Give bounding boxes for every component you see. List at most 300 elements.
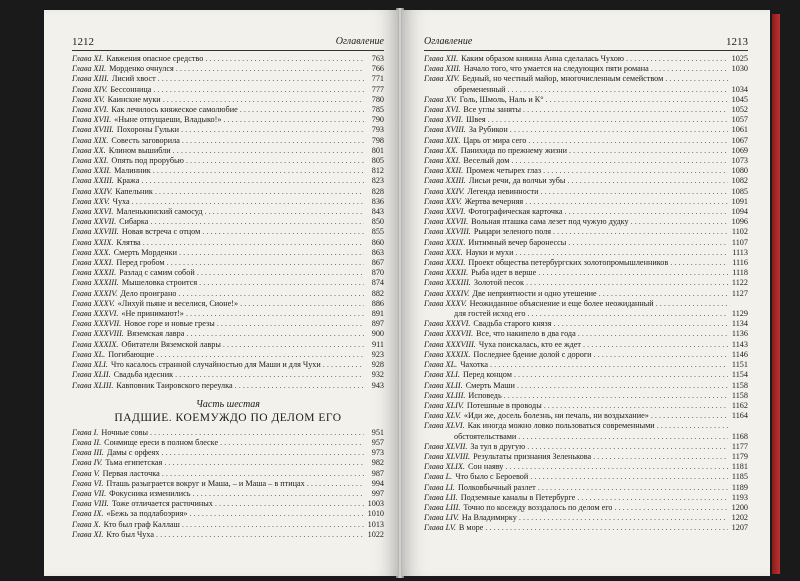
chapter-page: 1143	[731, 339, 748, 349]
toc-entry	[72, 319, 384, 329]
toc-entry	[424, 462, 748, 472]
toc-entry	[72, 458, 384, 468]
chapter-title-cont: обстоятельствами	[454, 431, 517, 441]
chapter-title: «Иди же, досель болезнь, ни печаль, ни воздыхание»	[463, 411, 649, 421]
leader-dots	[199, 278, 364, 288]
leader-dots	[215, 499, 364, 509]
chapter-page: 1136	[731, 329, 748, 339]
chapter-label: Глава LV.	[424, 523, 456, 533]
leader-dots	[217, 319, 364, 329]
chapter-label: Глава II.	[72, 437, 102, 447]
leader-dots	[523, 105, 728, 115]
chapter-title: Что было с Бероевой	[455, 472, 529, 482]
toc-entry	[424, 115, 748, 125]
toc-entry	[424, 176, 748, 186]
chapter-title: Царь от мира сего	[463, 135, 527, 145]
toc-entry	[424, 350, 748, 360]
toc-entry	[424, 125, 748, 135]
toc-entry	[72, 530, 384, 540]
toc-entry	[72, 136, 384, 146]
chapter-title: В море	[458, 523, 484, 533]
chapter-label: Глава LI.	[424, 482, 455, 492]
chapter-page: 1113	[732, 247, 748, 257]
chapter-title: «Ныне отпущаеши, Владыко!»	[114, 115, 222, 125]
toc-entry	[424, 166, 748, 176]
leader-dots	[651, 411, 728, 421]
chapter-title: Панихида по прежнему жизни	[460, 145, 567, 155]
chapter-title: Последнее бдение долой с дороги	[473, 349, 592, 359]
chapter-page: 1080	[731, 166, 748, 176]
chapter-label: Глава VIII.	[72, 499, 109, 509]
chapter-title: Потешные в проводы	[466, 400, 542, 410]
chapter-page: 1146	[731, 349, 748, 359]
leader-dots	[202, 227, 364, 237]
chapter-title: Как лечилось княжеское самолюбие	[111, 105, 238, 115]
chapter-page: 1052	[731, 105, 748, 115]
chapter-title: Неожиданное объяснение и еще более неожиданный	[469, 298, 654, 308]
chapter-label: Глава XXXV.	[424, 298, 467, 308]
toc-entry	[424, 146, 748, 156]
chapter-title: Промеж четырех глаз	[466, 166, 542, 176]
chapter-title: Лисьи речи, да волчьи зубы	[468, 176, 566, 186]
chapter-label: Глава XLVI.	[424, 421, 465, 431]
chapter-title: Рыцари зеленого поля	[473, 227, 552, 237]
chapter-title: Похороны Гульки	[116, 125, 179, 135]
chapter-page: 790	[371, 115, 384, 125]
chapter-page: 1085	[731, 186, 748, 196]
chapter-title: Голь, Шмоль, Наль и К°	[459, 94, 544, 104]
chapter-page: 1094	[731, 207, 748, 217]
left-page-header	[72, 36, 384, 51]
chapter-title: Бедный, но честный майор, многочисленным семейством	[462, 74, 664, 84]
toc-entry	[424, 299, 748, 309]
chapter-label: Глава XXXIV.	[424, 288, 470, 298]
chapter-page: 1179	[731, 451, 748, 461]
chapter-page: 891	[371, 309, 384, 319]
chapter-page: 982	[371, 458, 384, 468]
chapter-page: 801	[371, 145, 384, 155]
chapter-label: Глава XIV.	[424, 74, 460, 84]
leader-dots	[656, 299, 728, 309]
chapter-label: Глава X.	[72, 519, 101, 529]
chapter-title: Подземные каналы в Петербурге	[460, 492, 576, 502]
chapter-page: 1025	[731, 54, 748, 63]
leader-dots	[514, 370, 728, 380]
leader-dots	[568, 238, 728, 248]
toc-entry-continuation	[424, 85, 748, 95]
chapter-label: Глава XVIII.	[72, 125, 114, 135]
chapter-label: Глава XIX.	[424, 135, 461, 145]
chapter-page: 793	[371, 125, 384, 135]
chapter-page: 874	[371, 278, 384, 288]
leader-dots	[626, 54, 728, 64]
chapter-title: Кавжения опасное средство	[106, 54, 204, 63]
toc-entry	[72, 146, 384, 156]
chapter-label: Глава XV.	[72, 94, 105, 104]
leader-dots	[505, 462, 728, 472]
chapter-label: Глава L.	[424, 472, 453, 482]
toc-entry	[424, 289, 748, 299]
toc-entry	[72, 360, 384, 370]
leader-dots	[594, 350, 728, 360]
leader-dots	[516, 248, 729, 258]
chapter-label: Глава XX.	[72, 145, 106, 155]
chapter-title: Дамы с орфеях	[106, 448, 160, 458]
chapter-label: Глава XL.	[72, 349, 106, 359]
right-page-header	[424, 36, 748, 51]
leader-dots	[150, 428, 364, 438]
chapter-title: Полковбычный разлет	[457, 482, 536, 492]
chapter-title: Швея	[466, 115, 486, 125]
leader-dots	[141, 176, 364, 186]
toc-entry	[72, 95, 384, 105]
chapter-title: Кто был Чуха	[106, 529, 154, 539]
chapter-page: 897	[371, 319, 384, 329]
chapter-label: Глава XXXVI.	[72, 309, 119, 319]
chapter-title: Жертва вечерняя	[464, 196, 524, 206]
chapter-page: 1034	[731, 84, 748, 94]
toc-entry	[424, 442, 748, 452]
leader-dots	[205, 207, 364, 217]
chapter-title: Проект общества петербургских золотопромышленников	[468, 258, 669, 268]
leader-dots	[223, 115, 364, 125]
leader-dots	[240, 105, 364, 115]
leader-dots	[517, 381, 728, 391]
chapter-label: Глава XXIV.	[424, 186, 465, 196]
toc-entry	[424, 340, 748, 350]
chapter-page: 1107	[731, 237, 748, 247]
chapter-label: Глава XXII.	[424, 166, 464, 176]
chapter-label: Глава XXXVI.	[424, 319, 471, 329]
leader-dots	[527, 442, 728, 452]
leader-dots	[554, 319, 728, 329]
chapter-page: 1158	[731, 380, 748, 390]
toc-entry	[424, 187, 748, 197]
chapter-label: Глава XLIII.	[72, 380, 114, 390]
chapter-title: «Не принимают!»	[121, 309, 184, 319]
toc-entry	[72, 85, 384, 95]
chapter-label: Глава IV.	[72, 458, 103, 468]
chapter-page: 1061	[731, 125, 748, 135]
chapter-page: 1154	[731, 370, 748, 380]
page-number: 1213	[726, 36, 748, 48]
chapter-page: 763	[371, 54, 384, 63]
chapter-title-cont: для гостей исход его	[454, 309, 526, 319]
chapter-page: 1162	[731, 400, 748, 410]
leader-dots	[155, 187, 364, 197]
leader-dots	[538, 268, 728, 278]
chapter-title: За тул в другую	[470, 441, 526, 451]
leader-dots	[240, 299, 364, 309]
chapter-title: Что касалось странной случайностью для Маши и для Чухи	[110, 360, 321, 370]
chapter-label: Глава XXXIX.	[72, 339, 119, 349]
chapter-page: 1096	[731, 217, 748, 227]
chapter-title: Чуха поискалась, кто ее ждет	[478, 339, 582, 349]
chapter-title: Новая встреча с отцом	[121, 227, 201, 237]
chapter-label: Глава XI.	[72, 529, 104, 539]
leader-dots	[525, 197, 728, 207]
chapter-label: Глава XXVII.	[424, 217, 469, 227]
chapter-page: 785	[371, 105, 384, 115]
toc-entry	[424, 95, 748, 105]
toc-entry	[72, 238, 384, 248]
chapter-title: Дело проиграно	[120, 288, 177, 298]
chapter-title: Фотографическая карточка	[468, 207, 563, 217]
chapter-title: Веселый дом	[463, 156, 510, 166]
leader-dots	[583, 340, 728, 350]
chapter-title: Погибающие	[108, 349, 155, 359]
toc-entry	[424, 278, 748, 288]
chapter-label: Глава XXV.	[72, 196, 110, 206]
chapter-page: 1082	[731, 176, 748, 186]
toc-entry	[72, 166, 384, 176]
chapter-title: Малинник	[114, 166, 151, 176]
chapter-page: 863	[371, 247, 384, 257]
chapter-title: Две неприятности и одно утешение	[472, 288, 597, 298]
toc-entry	[72, 340, 384, 350]
chapter-label: Глава XLVIII.	[424, 451, 471, 461]
leader-dots	[553, 227, 728, 237]
chapter-page: 855	[371, 227, 384, 237]
leader-dots	[197, 268, 364, 278]
toc-entry	[424, 54, 748, 64]
leader-dots	[565, 207, 728, 217]
chapter-title: Новое горе и новые грезы	[124, 319, 215, 329]
toc-entry	[72, 227, 384, 237]
chapter-page: 1129	[731, 309, 748, 319]
leader-dots	[175, 370, 364, 380]
chapter-title: Легенда невинности	[467, 186, 539, 196]
running-title: Оглавление	[335, 36, 384, 47]
chapter-title: Вольная пташка сама лезет под чужую дудку	[471, 217, 629, 227]
chapter-page: 867	[371, 258, 384, 268]
chapter-label: Глава XXXVII.	[72, 319, 122, 329]
chapter-label: Глава XXVIII.	[424, 227, 471, 237]
toc-entry	[424, 452, 748, 462]
toc-list	[72, 54, 384, 391]
toc-entry-continuation	[424, 432, 748, 442]
chapter-label: Глава XXIII.	[424, 176, 466, 186]
chapter-label: Глава XXXII.	[72, 268, 117, 278]
toc-entry	[72, 197, 384, 207]
leader-dots	[519, 513, 728, 523]
toc-entry	[424, 329, 748, 339]
leader-dots	[235, 381, 364, 391]
chapter-title: Клином вышибли	[108, 145, 171, 155]
chapter-title: Смерть Морденки	[113, 247, 178, 257]
chapter-page: 973	[371, 448, 384, 458]
chapter-title: Мышеловка строится	[121, 278, 198, 288]
chapter-label: Глава XXXII.	[424, 268, 469, 278]
chapter-title: Вяземская лавра	[126, 329, 185, 339]
leader-dots	[186, 329, 364, 339]
chapter-page: 780	[371, 94, 384, 104]
toc-entry	[72, 217, 384, 227]
toc-entry	[424, 248, 748, 258]
toc-entry	[72, 370, 384, 380]
chapter-label: Глава XIX.	[72, 135, 109, 145]
chapter-title: Рыба идет в верше	[471, 268, 537, 278]
chapter-title: Чахотка	[460, 360, 489, 370]
leader-dots	[143, 238, 364, 248]
chapter-title: Бессонница	[110, 84, 152, 94]
toc-entry	[424, 360, 748, 370]
chapter-page: 994	[371, 478, 384, 488]
leader-dots	[182, 520, 364, 530]
leader-dots	[161, 448, 364, 458]
chapter-page: 805	[371, 156, 384, 166]
toc-entry	[424, 391, 748, 401]
toc-entry	[72, 74, 384, 84]
chapter-page: 923	[371, 349, 384, 359]
leader-dots	[507, 85, 728, 95]
chapter-title: Клятва	[116, 237, 141, 247]
leader-dots	[178, 289, 364, 299]
chapter-title: Опять под прорубью	[111, 156, 184, 166]
leader-dots	[176, 64, 364, 74]
chapter-label: Глава XI.	[72, 54, 104, 63]
leader-dots	[190, 509, 364, 519]
toc-entry	[72, 248, 384, 258]
chapter-page: 1158	[731, 390, 748, 400]
toc-entry	[424, 319, 748, 329]
chapter-title-cont: обремененный	[454, 84, 506, 94]
toc-entry	[72, 381, 384, 391]
leader-dots	[567, 176, 728, 186]
leader-dots	[518, 432, 728, 442]
chapter-label: Глава XXVI.	[72, 207, 114, 217]
leader-dots	[193, 489, 365, 499]
chapter-label: Глава XIII.	[424, 64, 461, 74]
leader-dots	[162, 469, 364, 479]
chapter-page: 1067	[731, 135, 748, 145]
chapter-page: 860	[371, 237, 384, 247]
chapter-page: 1057	[731, 115, 748, 125]
leader-dots	[569, 146, 728, 156]
chapter-label: Глава XVII.	[424, 115, 464, 125]
chapter-page: 828	[371, 186, 384, 196]
leader-dots	[158, 74, 364, 84]
leader-dots	[577, 493, 728, 503]
chapter-title: «Лихуй пьяне и веселися, Сионе!»	[117, 298, 239, 308]
toc-entry	[72, 499, 384, 509]
toc-entry	[424, 74, 748, 84]
chapter-title: Свадьба старого князя	[473, 319, 552, 329]
chapter-label: Глава XLIX.	[424, 462, 465, 472]
leader-dots	[164, 458, 364, 468]
chapter-title: Каким образом княжна Анна сделалась Чухою	[461, 54, 625, 63]
chapter-label: Глава VI.	[72, 478, 104, 488]
chapter-title: Разлад с самим собой	[119, 268, 195, 278]
chapter-page: 882	[371, 288, 384, 298]
chapter-page: 987	[371, 468, 384, 478]
chapter-page: 843	[371, 207, 384, 217]
chapter-label: Глава XV.	[424, 94, 457, 104]
leader-dots	[153, 85, 364, 95]
leader-dots	[543, 166, 728, 176]
chapter-title: Интимный вечер баронессы	[468, 237, 567, 247]
chapter-page: 1030	[731, 64, 748, 74]
leader-dots	[665, 74, 728, 84]
chapter-label: Глава XXI.	[72, 156, 109, 166]
leader-dots	[528, 136, 728, 146]
toc-entry	[72, 207, 384, 217]
part-label: Часть шестая	[196, 398, 260, 410]
chapter-title: Чуха	[112, 196, 130, 206]
chapter-page: 1200	[731, 502, 748, 512]
chapter-label: Глава XLI.	[72, 360, 108, 370]
leader-dots	[307, 479, 364, 489]
chapter-page: 911	[372, 339, 384, 349]
toc-entry	[72, 54, 384, 64]
chapter-label: Глава XIV.	[72, 84, 108, 94]
toc-entry	[72, 187, 384, 197]
chapter-title: Перед гробом	[116, 258, 165, 268]
toc-entry	[424, 105, 748, 115]
chapter-page: 1013	[367, 519, 384, 529]
chapter-title: Лисий хвост	[111, 74, 156, 84]
toc-entry	[72, 156, 384, 166]
chapter-page: 1181	[731, 462, 748, 472]
leader-dots	[186, 156, 364, 166]
chapter-label: Глава XXIII.	[72, 176, 114, 186]
chapter-label: Глава XVIII.	[424, 125, 466, 135]
chapter-label: Глава V.	[72, 468, 100, 478]
chapter-title: Пташь разыграется вокруг и Маша, – и Маша – в птицах	[106, 478, 305, 488]
toc-entry	[72, 278, 384, 288]
toc-entry	[424, 401, 748, 411]
leader-dots	[657, 421, 728, 431]
toc-list	[72, 428, 384, 540]
toc-entry	[72, 64, 384, 74]
leader-dots	[544, 401, 728, 411]
toc-entry	[424, 227, 748, 237]
chapter-label: Глава XII.	[424, 54, 459, 63]
chapter-label: Глава XLIII.	[424, 390, 466, 400]
chapter-page: 997	[371, 488, 384, 498]
toc-entry	[72, 309, 384, 319]
chapter-title: Сибарка	[119, 217, 149, 227]
toc-entry	[424, 156, 748, 166]
toc-entry	[72, 258, 384, 268]
toc-entry	[72, 289, 384, 299]
toc-list	[424, 54, 748, 534]
chapter-title: Сонмище ереси в полном блеске	[104, 437, 219, 447]
toc-entry	[72, 509, 384, 519]
cover-edge	[772, 14, 780, 574]
chapter-page: 932	[371, 370, 384, 380]
leader-dots	[132, 197, 364, 207]
chapter-label: Глава XLIV.	[424, 400, 464, 410]
toc-entry	[424, 493, 748, 503]
chapter-page: 812	[371, 166, 384, 176]
chapter-title: «Бежь за подлабоэрия»	[106, 509, 188, 519]
leader-dots	[153, 166, 364, 176]
chapter-label: Глава XX.	[424, 145, 458, 155]
chapter-page: 886	[371, 298, 384, 308]
leader-dots	[527, 309, 728, 319]
chapter-page: 1177	[731, 441, 748, 451]
chapter-page: 1118	[732, 268, 748, 278]
chapter-label: Глава XXX.	[424, 247, 463, 257]
leader-dots	[510, 125, 728, 135]
chapter-title: Тоже отличается расточиных	[111, 499, 213, 509]
part-title: ПАДШИЕ. КОЕМУЖДО ПО ДЕЛОМ ЕГО	[114, 411, 342, 424]
toc-entry	[424, 421, 748, 431]
toc-entry	[424, 503, 748, 513]
chapter-title: Начало того, что умается на следующих пяти романа	[463, 64, 649, 74]
chapter-title: Науки и мухи	[465, 247, 514, 257]
